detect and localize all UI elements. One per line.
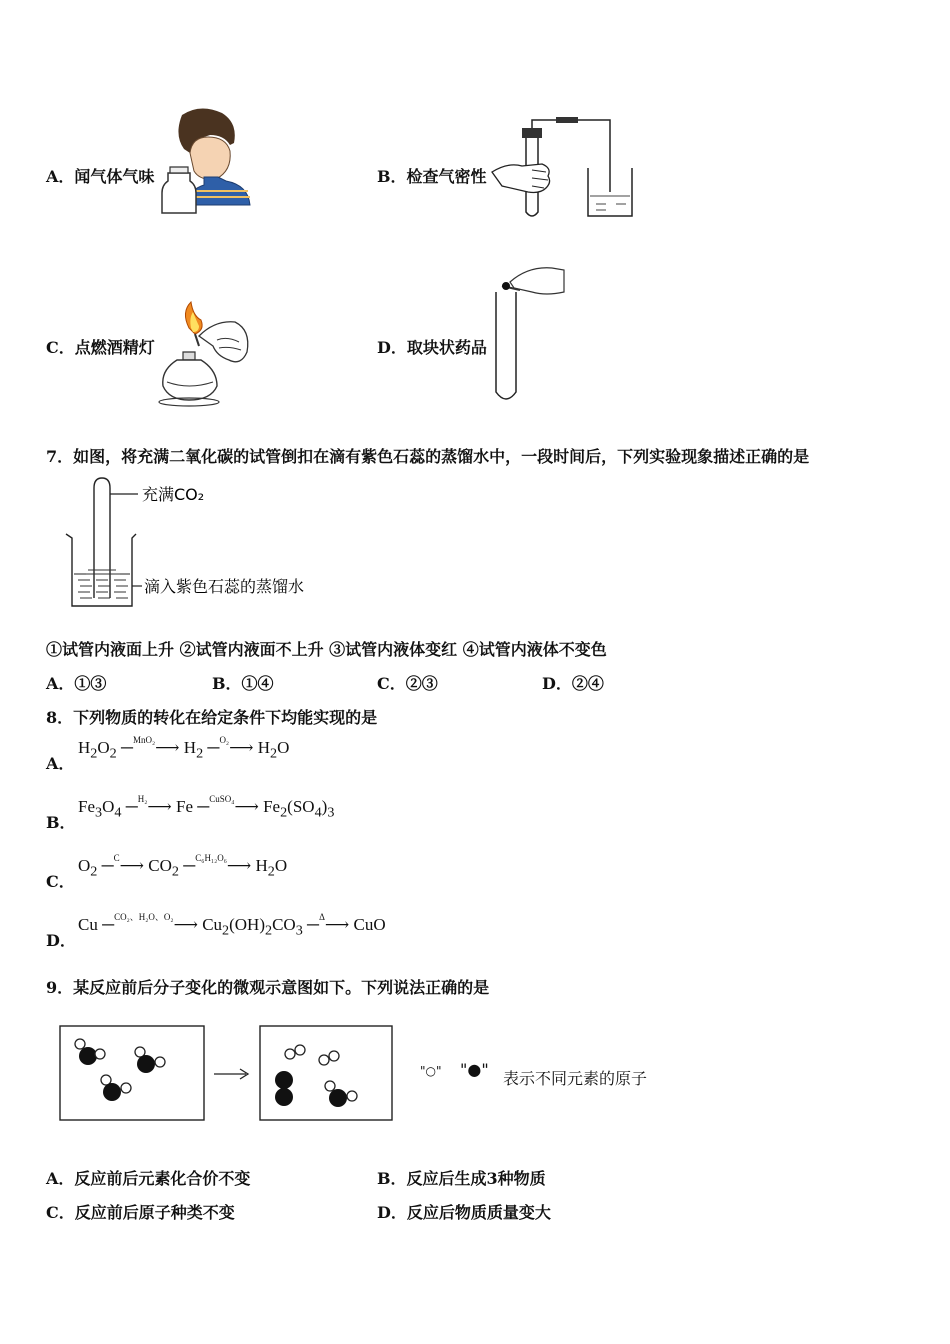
q6-option-b: B．检查气密性 bbox=[377, 167, 487, 186]
q7-option-a[interactable]: A．①③ bbox=[46, 674, 107, 693]
q8-stem: 8．下列物质的转化在给定条件下均能实现的是 bbox=[46, 708, 378, 727]
q8-formula-a: $H_2O_2$ ─$^{MnO_2}$⟶ $H_2$ ─$^{O_2}$⟶ $H_2O$ bbox=[78, 735, 290, 762]
q8-option-c-letter[interactable]: C． bbox=[46, 872, 75, 891]
q8-option-d-letter[interactable]: D． bbox=[46, 931, 76, 950]
block-reagent-illustration bbox=[492, 262, 567, 404]
legend-text: 表示不同元素的原子 bbox=[503, 1069, 648, 1088]
q9-option-a[interactable]: A．反应前后元素化合价不变 bbox=[46, 1169, 251, 1188]
tube-label: 充满CO₂ bbox=[142, 485, 205, 504]
q7-option-b[interactable]: B．①④ bbox=[212, 674, 274, 693]
reaction-arrow: ─$^{H_2}$⟶ bbox=[125, 794, 176, 816]
q6-option-d: D．取块状药品 bbox=[377, 338, 487, 357]
reaction-arrow: ─$^\Delta$⟶ bbox=[307, 912, 354, 934]
smelling-gas-illustration bbox=[160, 105, 255, 217]
q8-formula-b: $Fe_3O_4$ ─$^{H_2}$⟶ Fe ─$^{CuSO_4}$⟶ $Fe_2(SO_4)_3$ bbox=[78, 794, 335, 821]
q8-formula-d: Cu ─$^{CO_2、H_2O、O_2}$⟶ $Cu_2(OH)_2CO_3$ ─$^\Delta$⟶ CuO bbox=[78, 912, 386, 939]
reaction-arrow: ─$^{C_6H_{12}O_6}$⟶ bbox=[183, 853, 256, 875]
lighting-alcohol-lamp-illustration bbox=[155, 300, 255, 406]
q7-stem: 7．如图，将充满二氧化碳的试管倒扣在滴有紫色石蕊的蒸馏水中，一段时间后，下列实验现象描述正确的是 bbox=[46, 447, 810, 466]
co2-tube-in-beaker-diagram bbox=[60, 474, 340, 614]
q9-option-c[interactable]: C．反应前后原子种类不变 bbox=[46, 1203, 235, 1222]
q8-option-a-letter[interactable]: A． bbox=[46, 754, 75, 773]
q9-option-d[interactable]: D．反应后物质质量变大 bbox=[377, 1203, 551, 1222]
reaction-arrow: ─$^{CO_2、H_2O、O_2}$⟶ bbox=[102, 912, 203, 934]
q7-option-d[interactable]: D．②④ bbox=[542, 674, 604, 693]
q9-stem: 9．某反应前后分子变化的微观示意图如下。下列说法正确的是 bbox=[46, 978, 490, 997]
q7-option-c[interactable]: C．②③ bbox=[377, 674, 438, 693]
q8-formula-c: $O_2$ ─$^C$⟶ $CO_2$ ─$^{C_6H_{12}O_6}$⟶ $H_2O$ bbox=[78, 853, 288, 880]
reaction-arrow: ─$^{O_2}$⟶ bbox=[207, 735, 258, 757]
reaction-arrow: ─$^C$⟶ bbox=[101, 853, 149, 875]
q8-option-b-letter[interactable]: B． bbox=[46, 813, 76, 832]
airtightness-check-illustration bbox=[492, 112, 642, 224]
q7-statements: ①试管内液面上升 ②试管内液面不上升 ③试管内液体变红 ④试管内液体不变色 bbox=[46, 640, 607, 659]
reaction-arrow: ─$^{MnO_2}$⟶ bbox=[120, 735, 184, 757]
legend-filled-atom: "●" bbox=[460, 1060, 489, 1079]
reaction-arrow: ─$^{CuSO_4}$⟶ bbox=[197, 794, 264, 816]
q6-option-a: A．闻气体气味 bbox=[46, 167, 155, 186]
legend-open-atom: "○" bbox=[420, 1064, 442, 1078]
q9-option-b[interactable]: B．反应后生成3种物质 bbox=[377, 1169, 546, 1188]
water-label: 滴入紫色石蕊的蒸馏水 bbox=[144, 577, 305, 596]
q6-option-c: C．点燃酒精灯 bbox=[46, 338, 155, 357]
